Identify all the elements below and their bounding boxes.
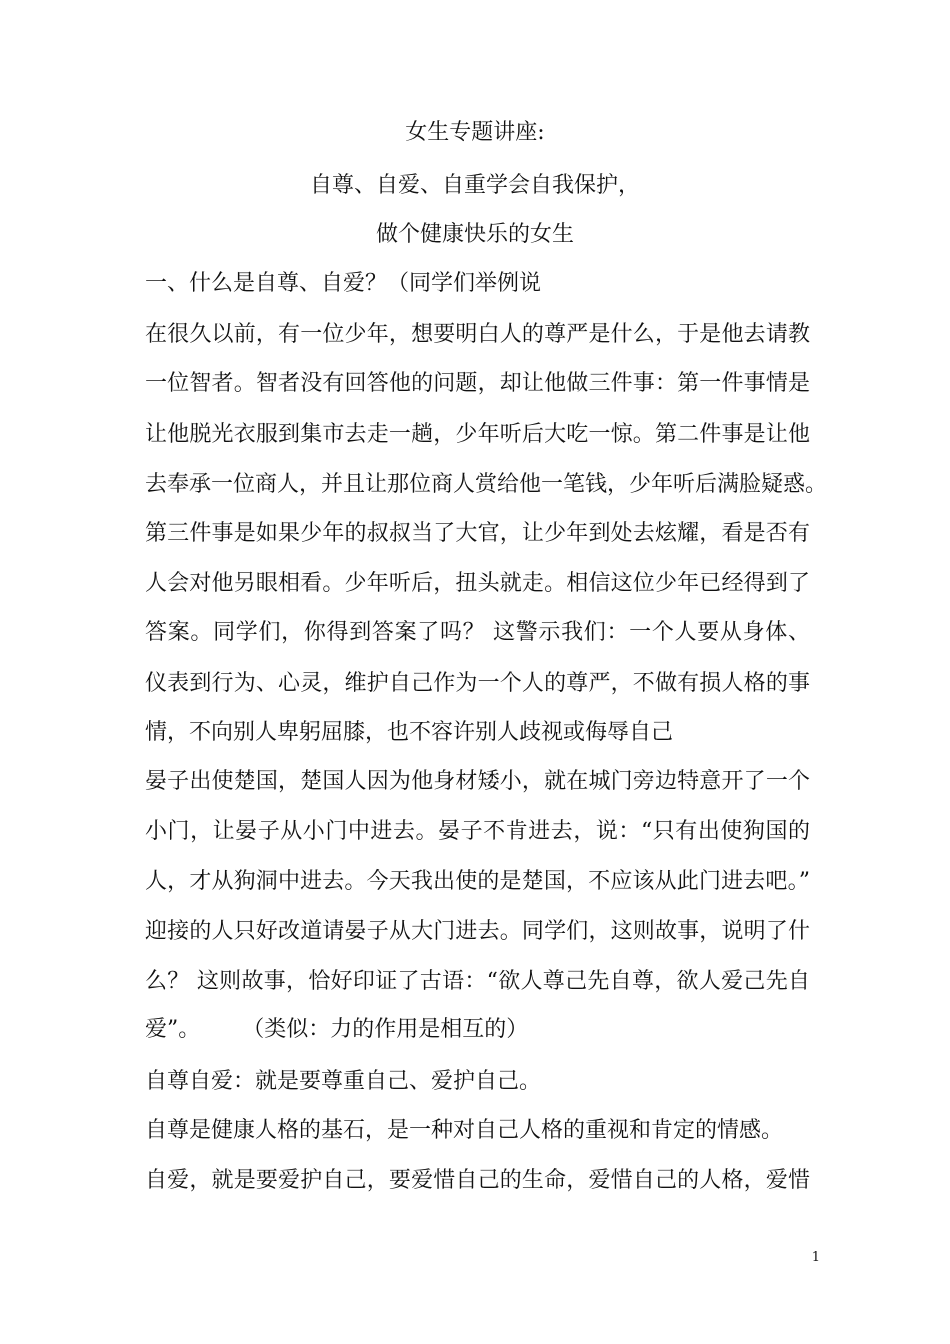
paragraph-line: 在很久以前，有一位少年，想要明白人的尊严是什么，于是他去请教 [145,322,810,347]
paragraph-line: 情，不向别人卑躬屈膝，也不容许别人歧视或侮辱自己 [145,720,674,745]
paragraph-line: 人，才从狗洞中进去。今天我出使的是楚国，不应该从此门进去吧。” [145,869,810,894]
paragraph-line: 让他脱光衣服到集市去走一趟，少年听后大吃一惊。第二件事是让他 [145,422,810,447]
paragraph-line: 小门，让晏子从小门中进去。晏子不肯进去，说：“只有出使狗国的 [145,819,810,844]
paragraph-line: 自尊是健康人格的基石，是一种对自己人格的重视和肯定的情感。 [145,1118,784,1143]
document-title-line-2: 自尊、自爱、自重学会自我保护， [309,173,640,198]
paragraph-line: 答案。同学们，你得到答案了吗？ 这警示我们：一个人要从身体、 [145,620,810,645]
paragraph-line: 人会对他另眼相看。少年听后，扭头就走。相信这位少年已经得到了 [145,571,810,596]
paragraph-line: 去奉承一位商人，并且让那位商人赏给他一笔钱，少年听后满脸疑惑。 [145,472,828,497]
paragraph-line: 自尊自爱：就是要尊重自己、爱护自己。 [145,1069,542,1094]
paragraph-line: 迎接的人只好改道请晏子从大门进去。同学们，这则故事，说明了什 [145,919,810,944]
paragraph-line: 爱”。 （类似：力的作用是相互的） [145,1017,529,1042]
section-heading: 一、什么是自尊、自爱？（同学们举例说 [145,271,542,296]
page-number: 1 [811,1250,820,1265]
paragraph-line: 么？ 这则故事，恰好印证了古语：“欲人尊己先自尊，欲人爱己先自 [145,969,810,994]
paragraph-line: 仪表到行为、心灵，维护自己作为一个人的尊严，不做有损人格的事 [145,671,810,696]
paragraph-line: 晏子出使楚国，楚国人因为他身材矮小，就在城门旁边特意开了一个 [145,769,810,794]
paragraph-line: 自爱，就是要爱护自己，要爱惜自己的生命，爱惜自己的人格，爱惜 [145,1168,810,1193]
document-title-line-1: 女生专题讲座: [405,120,545,145]
paragraph-line: 第三件事是如果少年的叔叔当了大官，让少年到处去炫耀，看是否有 [145,521,810,546]
paragraph-line: 一位智者。智者没有回答他的问题，却让他做三件事：第一件事情是 [145,371,810,396]
document-title-line-3: 做个健康快乐的女生 [375,222,574,247]
